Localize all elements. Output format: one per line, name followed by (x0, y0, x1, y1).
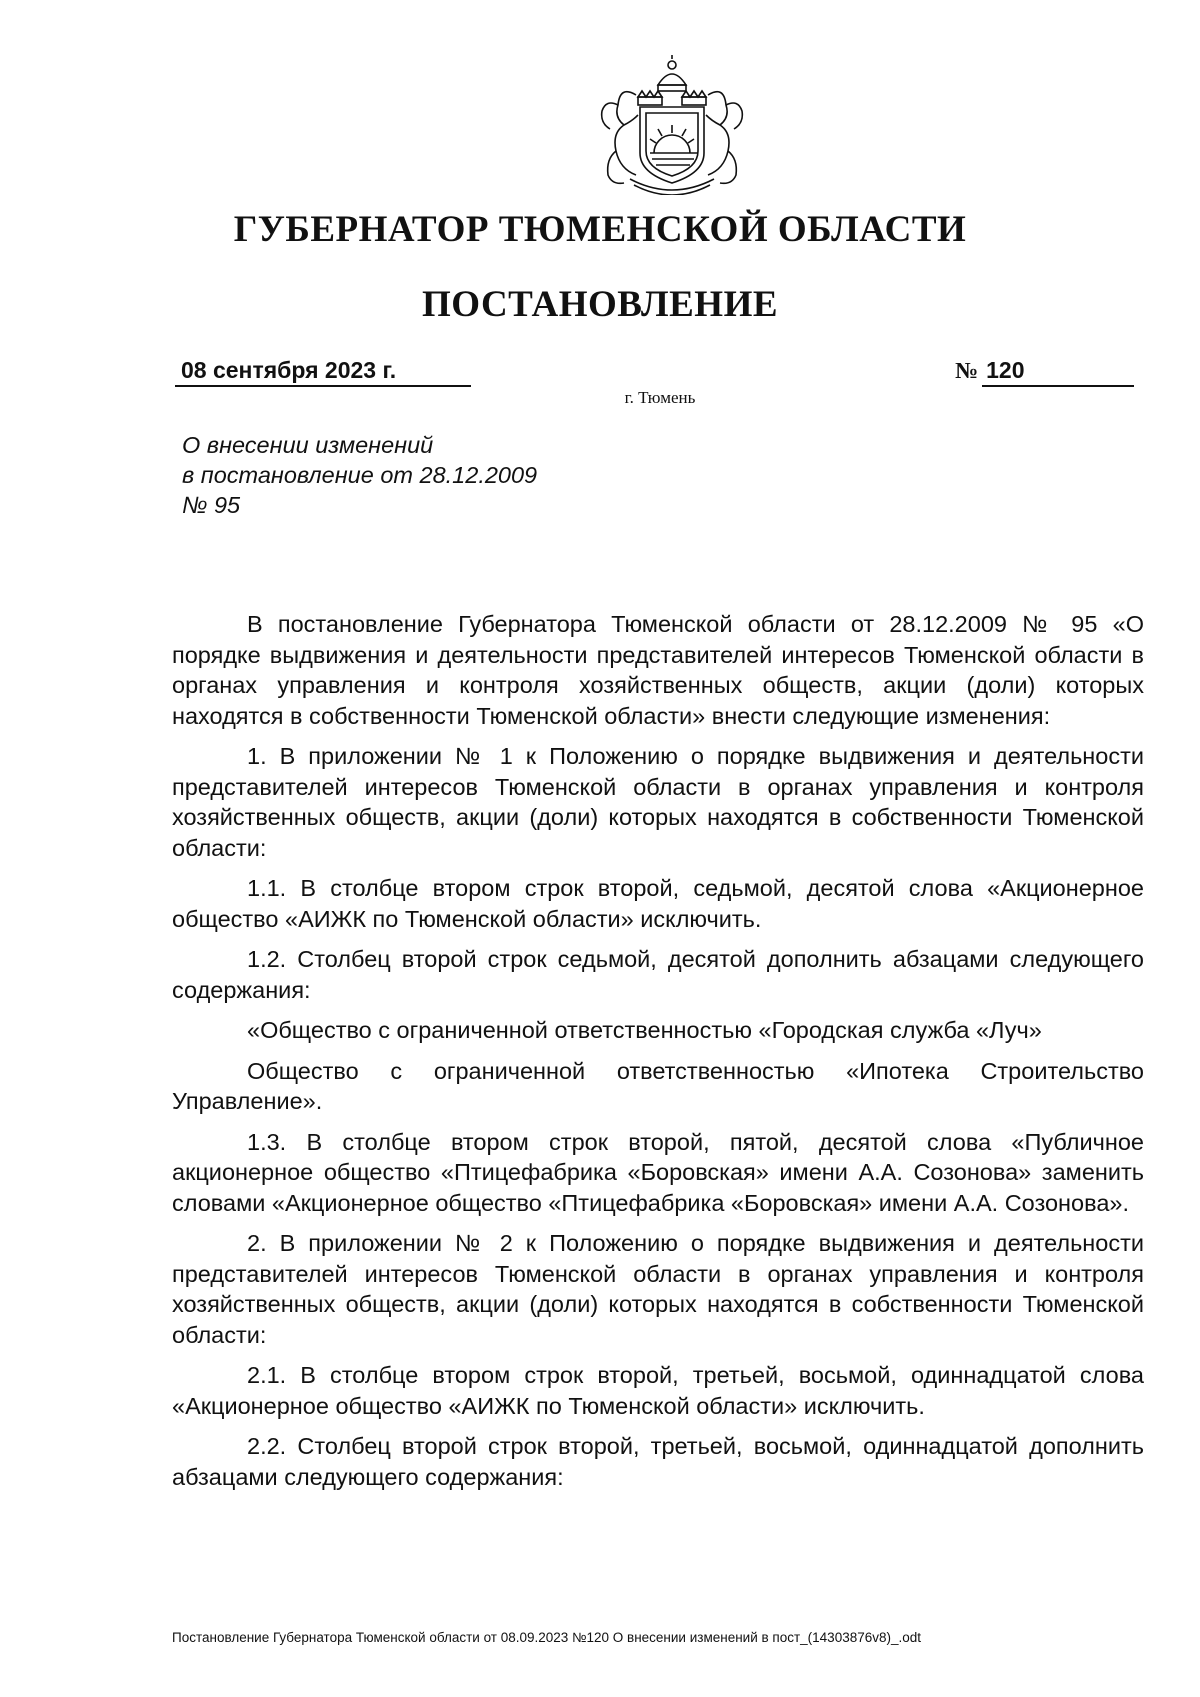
subject-line: в постановление от 28.12.2009 (182, 462, 538, 488)
page-footer: Постановление Губернатора Тюменской области от 08.09.2023 №120 О внесении изменений в пост_(14303876v8)_.odt (172, 1630, 922, 1645)
subject-line: О внесении изменений (182, 432, 434, 458)
body-paragraph: 1.1. В столбце втором строк второй, седьмой, десятой слова «Акционерное общество «АИЖК по Тюменской области» исключить. (172, 875, 1144, 932)
document-number (955, 355, 1135, 387)
body-paragraph: 1.2. Столбец второй строк седьмой, десятой дополнить абзацами следующего содержания: (172, 946, 1144, 1003)
body-paragraph: 1. В приложении № 1 к Положению о порядке выдвижения и деятельности представителей интересов Тюменской области в органах управления и контроля хозяйственных обществ, акции (доли) которых находятся в собственности Тюменской области: (172, 743, 1144, 861)
document-date: 08 сентября 2023 г. (175, 355, 471, 387)
number-sign: № (955, 358, 979, 383)
organization-title: ГУБЕРНАТОР ТЮМЕНСКОЙ ОБЛАСТИ (233, 209, 967, 250)
body-paragraph: 1.3. В столбце втором строк второй, пятой, десятой слова «Публичное акционерное общество «Птицефабрика «Боровская» имени А.А. Созонова» заменить словами «Акционерное общество «Птицефабрика «Боровская» имени А.А. Созонова». (172, 1128, 1144, 1216)
body-paragraph: В постановление Губернатора Тюменской области от 28.12.2009 № 95 «О порядке выдвижения и деятельности представителей интересов Тюменской области в органах управления и контроля хозяйственных обществ, акции (доли) которых находятся в собственности Тюменской области» внести следующие изменения: (172, 611, 1144, 729)
document-body (172, 609, 1144, 1502)
coat-of-arms-icon (590, 55, 755, 195)
document-subject (182, 430, 702, 520)
body-paragraph: «Общество с ограниченной ответственностью «Городская служба «Луч» (247, 1017, 1042, 1043)
city-name: г. Тюмень (624, 388, 696, 407)
number-value: 120 (982, 355, 1134, 387)
document-type: ПОСТАНОВЛЕНИЕ (421, 284, 779, 325)
body-paragraph: 2.1. В столбце втором строк второй, третьей, восьмой, одиннадцатой слова «Акционерное общество «АИЖК по Тюменской области» исключить. (172, 1362, 1144, 1419)
body-paragraph: 2. В приложении № 2 к Положению о порядке выдвижения и деятельности представителей интересов Тюменской области в органах управления и контроля хозяйственных обществ, акции (доли) которых находятся в собственности Тюменской области: (172, 1230, 1144, 1348)
body-paragraph: Общество с ограниченной ответственностью «Ипотека Строительство Управление». (172, 1057, 1144, 1114)
body-paragraph: 2.2. Столбец второй строк второй, третьей, восьмой, одиннадцатой дополнить абзацами следующего содержания: (172, 1433, 1144, 1490)
subject-line: № 95 (182, 492, 241, 518)
